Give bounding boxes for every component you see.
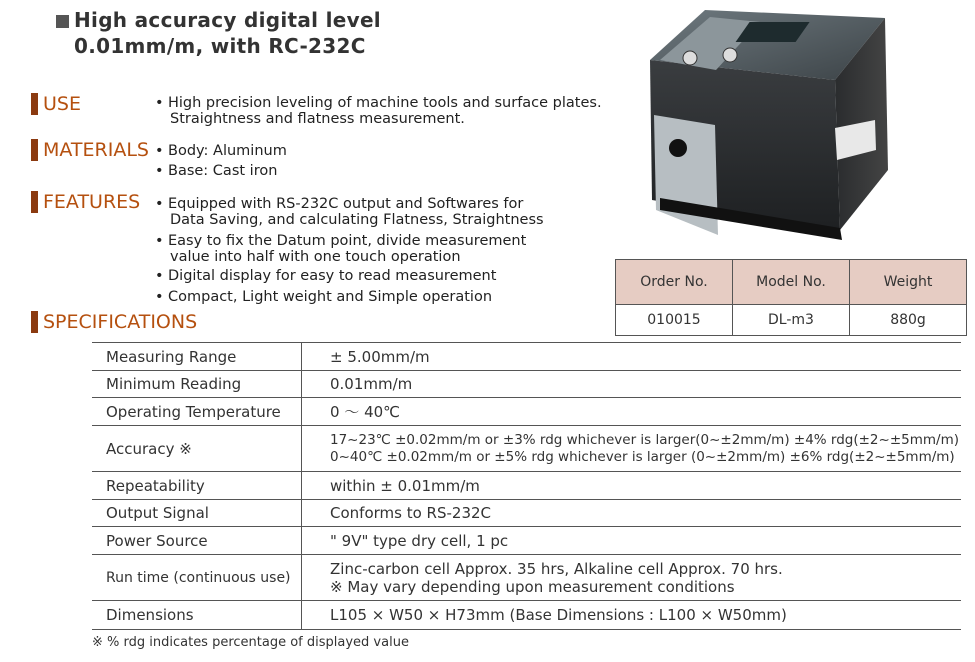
model-header: Model No. xyxy=(733,260,850,305)
spec-value-line: 0~40℃ ±0.02mm/m or ±5% rdg whichever is larger (0~±2mm/m) ±6% rdg(±2~±5mm/m) xyxy=(330,448,955,465)
weight-header: Weight xyxy=(850,260,967,305)
weight-cell: 880g xyxy=(850,305,967,336)
spec-value xyxy=(302,555,962,601)
list-item: • Equipped with RS-232C output and Softwares for xyxy=(155,196,524,212)
product-image xyxy=(620,0,900,250)
section-label: USE xyxy=(43,93,81,115)
spec-key: Dimensions xyxy=(92,601,302,630)
section-label: MATERIALS xyxy=(43,139,149,161)
section-bar-icon xyxy=(31,93,38,115)
table-row xyxy=(92,426,961,472)
section-specifications xyxy=(31,311,197,333)
specifications-table xyxy=(92,342,961,630)
list-item: • Body: Aluminum xyxy=(155,143,287,159)
table-row xyxy=(92,398,961,426)
section-bar-icon xyxy=(31,191,38,213)
section-use xyxy=(31,93,81,115)
model-cell: DL-m3 xyxy=(733,305,850,336)
section-features xyxy=(31,191,140,213)
spec-value-line: ※ May vary depending upon measurement conditions xyxy=(330,577,735,596)
list-item-cont: Data Saving, and calculating Flatness, Straightness xyxy=(170,212,544,228)
spec-key: Output Signal xyxy=(92,500,302,527)
section-label: FEATURES xyxy=(43,191,141,213)
spec-value: 0 ～ 40℃ xyxy=(302,398,962,426)
spec-value xyxy=(302,426,962,472)
spec-value: Conforms to RS-232C xyxy=(302,500,962,527)
list-item: • Easy to fix the Datum point, divide measurement xyxy=(155,233,527,249)
table-row xyxy=(92,343,961,371)
spec-key: Power Source xyxy=(92,527,302,555)
spec-value: L105 × W50 × H73mm (Base Dimensions : L100 × W50mm) xyxy=(302,601,962,630)
spec-value-line: Zinc-carbon cell Approx. 35 hrs, Alkaline cell Approx. 70 hrs. xyxy=(330,559,783,578)
spec-key: Run time (continuous use) xyxy=(92,555,302,601)
title-bullet-icon xyxy=(56,15,69,28)
list-item-cont: Straightness and flatness measurement. xyxy=(170,111,465,127)
table-row xyxy=(92,555,961,601)
spec-value-line: 17~23℃ ±0.02mm/m or ±3% rdg whichever is larger(0~±2mm/m) ±4% rdg(±2~±5mm/m) xyxy=(330,431,959,448)
section-materials xyxy=(31,139,149,161)
section-bar-icon xyxy=(31,139,38,161)
spec-value: " 9V" type dry cell, 1 pc xyxy=(302,527,962,555)
page-subtitle: 0.01mm/m, with RC-232C xyxy=(74,34,366,58)
table-row xyxy=(92,472,961,500)
list-item: • Digital display for easy to read measurement xyxy=(155,268,497,284)
table-row xyxy=(92,500,961,527)
list-item-cont: value into half with one touch operation xyxy=(170,249,461,265)
spec-value: 0.01mm/m xyxy=(302,371,962,398)
spec-value: ± 5.00mm/m xyxy=(302,343,962,371)
order-table xyxy=(615,259,967,336)
page-title: High accuracy digital level xyxy=(74,8,381,32)
list-item: • High precision leveling of machine tools and surface plates. xyxy=(155,95,602,111)
table-row xyxy=(92,371,961,398)
list-item: • Compact, Light weight and Simple operation xyxy=(155,289,493,305)
list-item: • Base: Cast iron xyxy=(155,163,278,179)
spec-key: Measuring Range xyxy=(92,343,302,371)
order-header: Order No. xyxy=(616,260,733,305)
section-bar-icon xyxy=(31,311,38,333)
spec-key: Minimum Reading xyxy=(92,371,302,398)
spec-key: Accuracy ※ xyxy=(92,426,302,472)
spec-key: Repeatability xyxy=(92,472,302,500)
table-row xyxy=(92,601,961,630)
spec-value: within ± 0.01mm/m xyxy=(302,472,962,500)
section-label: SPECIFICATIONS xyxy=(43,311,198,333)
table-row xyxy=(616,305,967,336)
footnote: ※ % rdg indicates percentage of displayed value xyxy=(92,635,409,650)
order-cell: 010015 xyxy=(616,305,733,336)
spec-key: Operating Temperature xyxy=(92,398,302,426)
table-row xyxy=(92,527,961,555)
